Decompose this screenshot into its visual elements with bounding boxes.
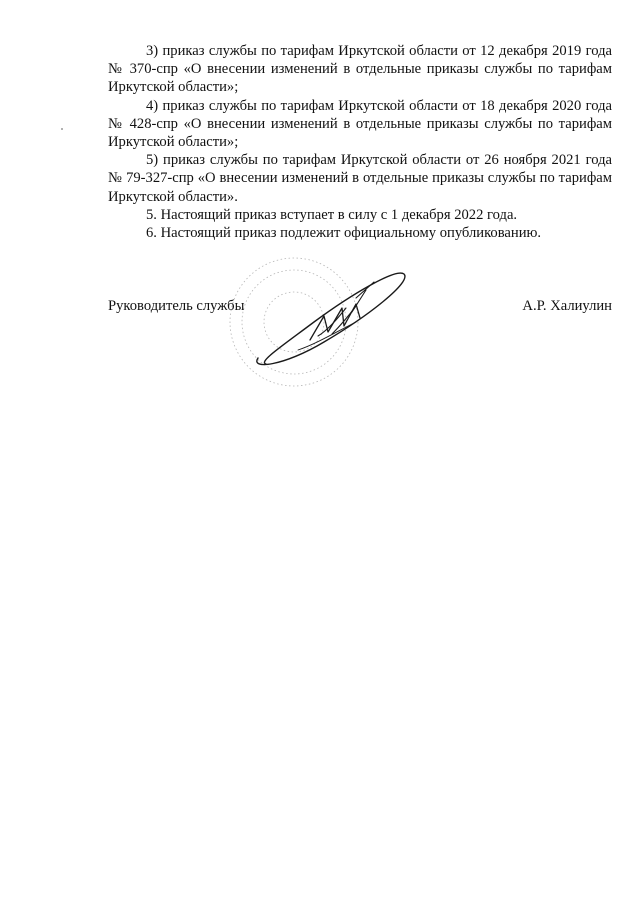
paragraph-item-3: 3) приказ службы по тарифам Иркутской области от 12 декабря 2019 года № 370-спр «О внесении изменений в отдельные приказы службы по тарифам Иркутской области»; — [108, 43, 612, 96]
official-stamp — [230, 258, 358, 386]
handwritten-signature — [257, 273, 405, 364]
paragraph-effective-date: 5. Настоящий приказ вступает в силу с 1 декабря 2022 года. — [146, 206, 518, 223]
signatory-name: А.Р. Халиулин — [522, 298, 612, 314]
stamp-and-signature — [206, 246, 426, 396]
paragraph-publication: 6. Настоящий приказ подлежит официальному опубликованию. — [146, 225, 542, 242]
paragraph-item-5: 5) приказ службы по тарифам Иркутской области от 26 ноября 2021 года № 79-327-спр «О внесении изменений в отдельные приказы службы по тарифам Иркутской области». — [108, 152, 612, 205]
signatory-title: Руководитель службы — [108, 298, 245, 314]
document-body — [108, 42, 612, 242]
paragraph-item-4: 4) приказ службы по тарифам Иркутской области от 18 декабря 2020 года № 428-спр «О внесении изменений в отдельные приказы службы по тарифам Иркутской области»; — [108, 97, 612, 151]
scan-speck — [61, 128, 63, 130]
